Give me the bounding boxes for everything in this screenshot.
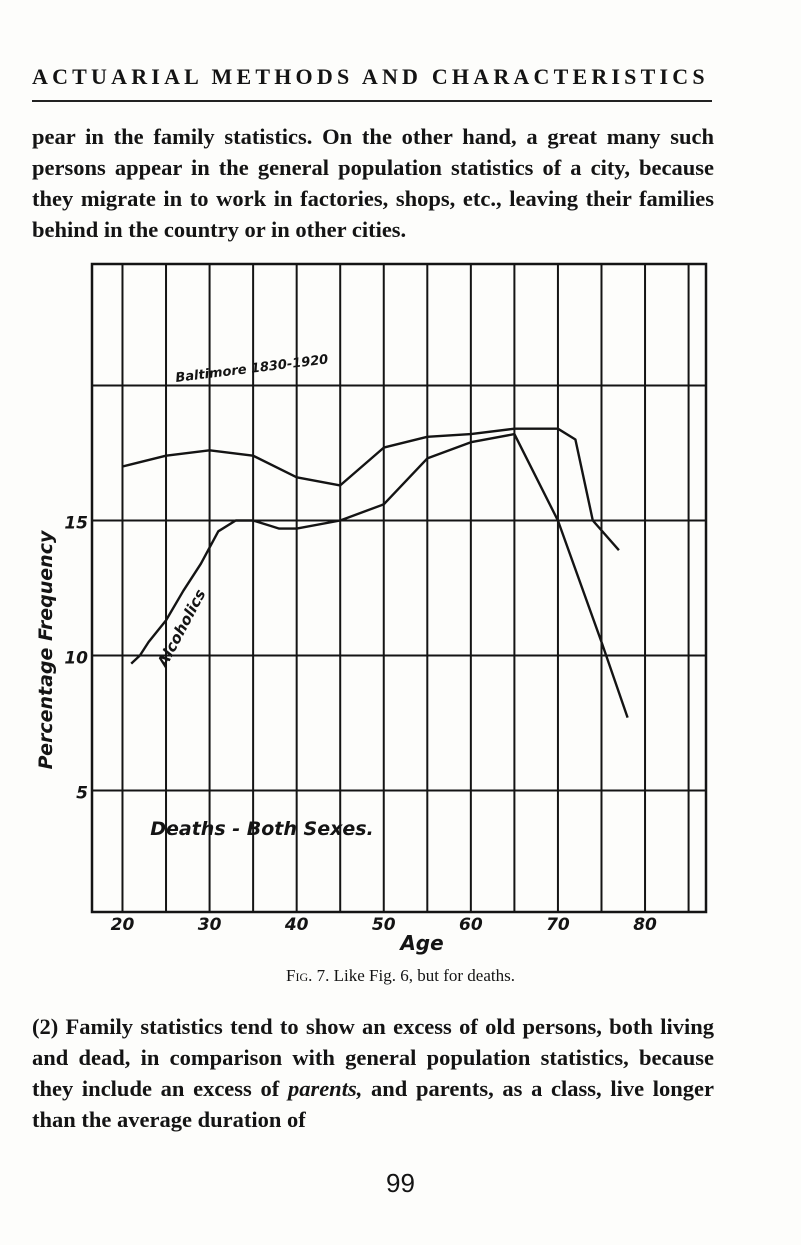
paragraph-top: pear in the family statistics. On the other hand, a great many such persons appear in the general population statistics of a city, because they migrate in to work in factories, shops, etc., leaving their families behind in the country or in other cities. <box>32 124 714 242</box>
paragraph-bottom-emphasis: parents, <box>287 1076 363 1101</box>
x-tick-30: 30 <box>197 915 222 935</box>
header-rule <box>32 100 712 102</box>
figure-caption <box>0 966 801 986</box>
y-axis-label: Percentage Frequency <box>35 530 57 770</box>
x-tick-60: 60 <box>459 915 483 935</box>
series-line-0 <box>123 429 619 551</box>
y-tick-5: 5 <box>76 783 88 804</box>
x-tick-20: 20 <box>110 915 135 935</box>
paragraph-bottom-part1: (2) Family statistics tend to show an excess of old persons, both living and dead, in comparison with general population statistics, because they include an excess of <box>32 1014 714 1101</box>
y-tick-labels <box>64 514 88 804</box>
page-number: 99 <box>386 1168 415 1198</box>
x-tick-80: 80 <box>633 915 657 935</box>
x-tick-40: 40 <box>284 915 309 935</box>
baltimore-series-name: Baltimore 1830-1920 <box>174 352 330 386</box>
series-line-1 <box>131 434 627 717</box>
x-tick-labels <box>111 915 657 935</box>
alcoholics-series-name: Alcoholics <box>153 586 210 670</box>
y-tick-10: 10 <box>64 648 88 669</box>
paragraph-bottom-part2: and parents, as a class, live longer than the average duration of <box>32 1076 714 1132</box>
x-tick-70: 70 <box>546 915 570 935</box>
paragraph-bottom <box>32 1011 714 1135</box>
x-axis-label: Age <box>400 931 444 955</box>
figure-label: Fig. 7. <box>286 966 330 985</box>
deaths-chart <box>0 250 801 960</box>
figure-caption-text: Like Fig. 6, but for deaths. <box>333 966 515 985</box>
chart-lines <box>123 429 628 718</box>
x-tick-50: 50 <box>371 915 396 935</box>
y-tick-15: 15 <box>64 513 88 534</box>
running-header: ACTUARIAL METHODS AND CHARACTERISTICS <box>32 64 709 89</box>
chart-annotation: Deaths - Both Sexes. <box>150 818 374 840</box>
